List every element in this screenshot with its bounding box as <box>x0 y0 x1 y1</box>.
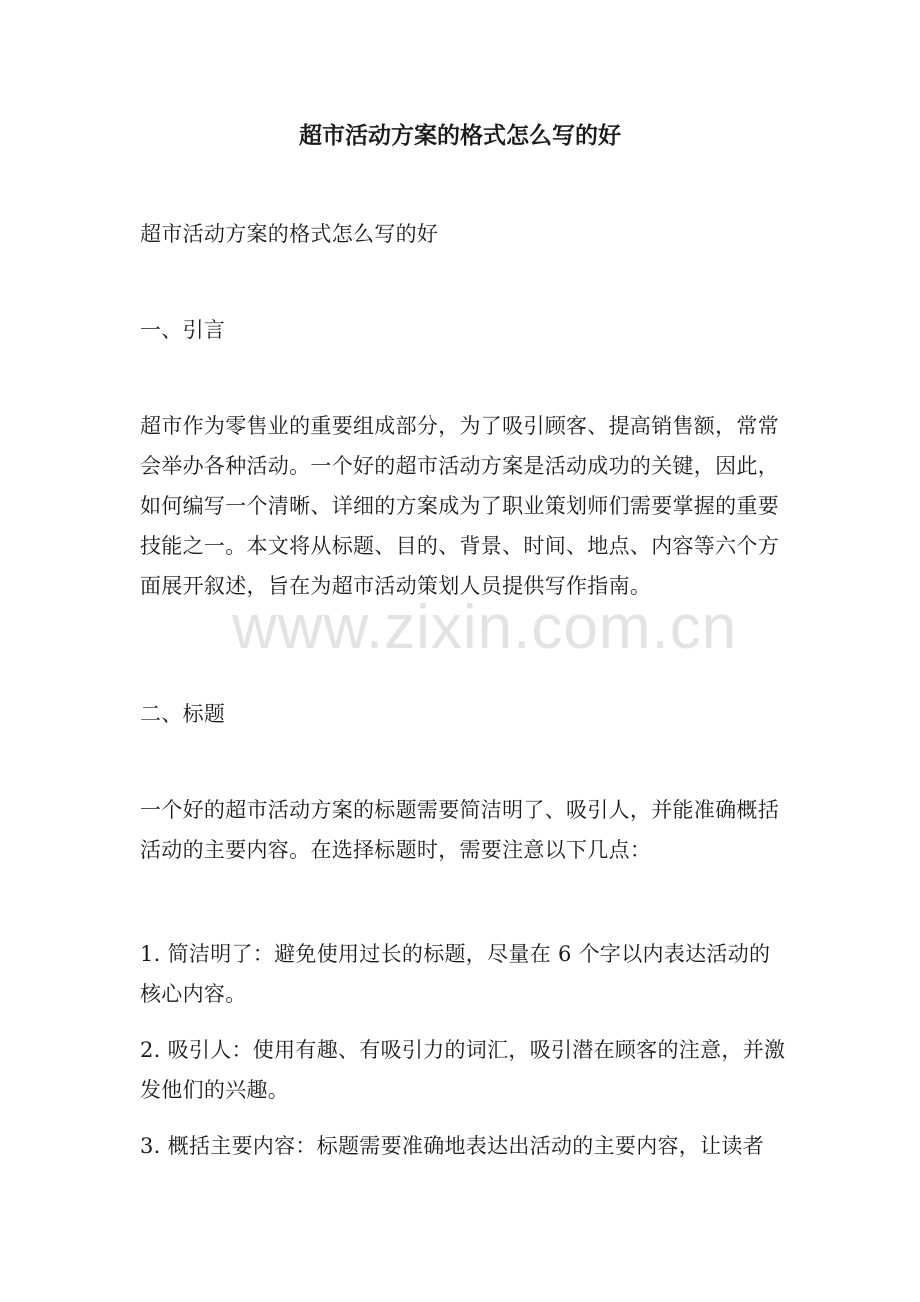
list-item: 1. 简洁明了：避免使用过长的标题，尽量在 6 个字以内表达活动的核心内容。 <box>140 942 771 1006</box>
section-body-title: 一个好的超市活动方案的标题需要简洁明了、吸引人，并能准确概括活动的主要内容。在选择标题时，需要注意以下几点： <box>140 798 779 862</box>
document-title: 超市活动方案的格式怎么写的好 <box>299 122 621 149</box>
list-item: 2. 吸引人：使用有趣、有吸引力的词汇，吸引潜在顾客的注意，并激发他们的兴趣。 <box>140 1038 786 1102</box>
section-heading-intro: 一、引言 <box>140 318 226 342</box>
list-item: 3. 概括主要内容：标题需要准确地表达出活动的主要内容，让读者 <box>140 1134 765 1158</box>
section-heading-title: 二、标题 <box>140 702 226 726</box>
section-body-intro: 超市作为零售业的重要组成部分，为了吸引顾客、提高销售额，常常会举办各种活动。一个好的超市活动方案是活动成功的关键，因此，如何编写一个清晰、详细的方案成为了职业策划师们需要掌握的重要技能之一。本文将从标题、目的、背景、时间、地点、内容等六个方面展开叙述，旨在为超市活动策划人员提供写作指南。 <box>140 414 779 598</box>
watermark: www.zixin.com.cn <box>232 593 738 662</box>
document-subtitle: 超市活动方案的格式怎么写的好 <box>140 222 439 246</box>
